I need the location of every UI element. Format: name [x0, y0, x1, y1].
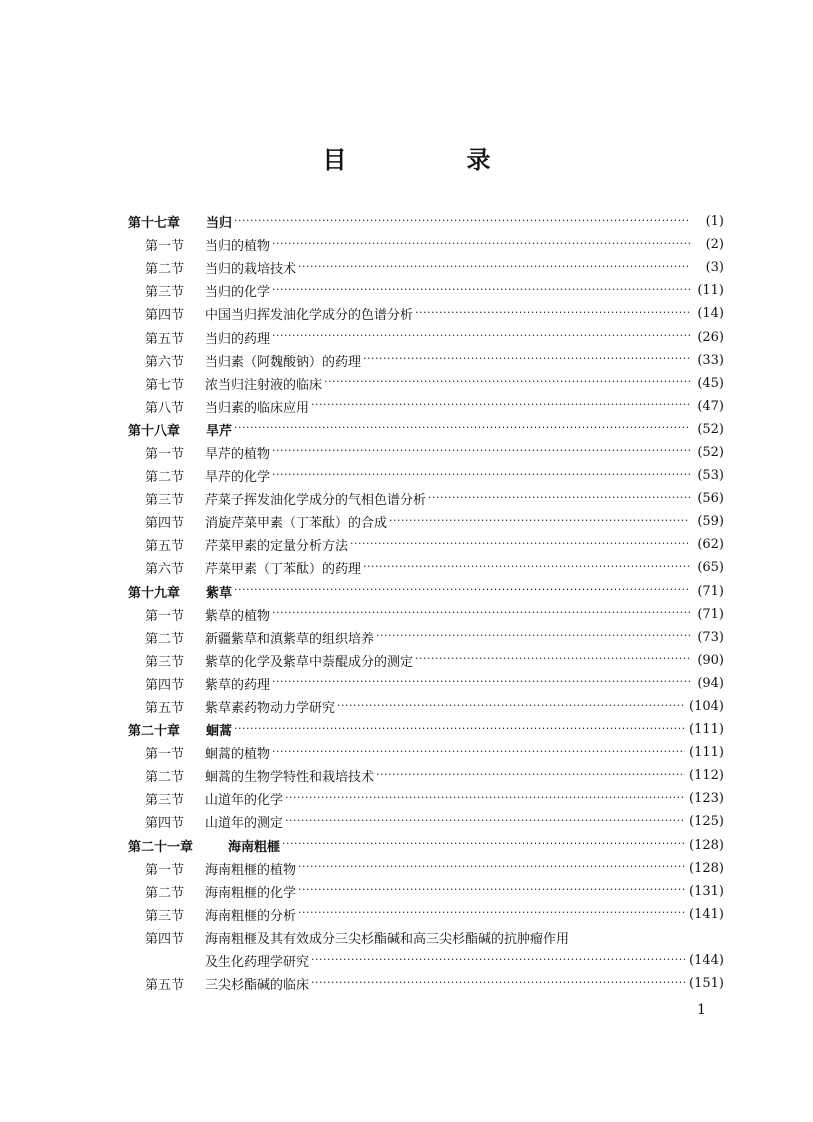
section-label: 第五节 [145, 331, 185, 347]
dot-leader [428, 492, 690, 506]
toc-section[interactable] [128, 857, 724, 880]
dot-leader [272, 445, 690, 459]
section-label: 第一节 [145, 608, 185, 624]
section-label: 第八节 [145, 400, 185, 416]
dot-leader [272, 676, 690, 690]
entry-title: 当归的药理 [205, 331, 271, 347]
page-ref: (3) [705, 260, 724, 276]
toc-section-continuation[interactable] [128, 949, 724, 972]
dot-leader [272, 469, 690, 483]
toc-chapter[interactable] [128, 834, 724, 857]
entry-title: 芹菜子挥发油化学成分的气相色谱分析 [205, 493, 427, 509]
dot-leader [415, 307, 690, 321]
toc-section[interactable] [128, 764, 724, 787]
section-label: 第二节 [145, 885, 185, 901]
section-label: 第二节 [145, 770, 185, 786]
entry-title: 当归素（阿魏酸钠）的药理 [205, 354, 362, 370]
section-label: 第四节 [145, 931, 185, 947]
page-ref: (14) [697, 306, 724, 322]
section-label: 第四节 [145, 516, 185, 532]
section-label: 第一节 [145, 747, 185, 763]
table-of-contents [128, 210, 724, 995]
dot-leader [234, 723, 685, 737]
section-label: 第三节 [145, 654, 185, 670]
toc-section[interactable] [128, 441, 724, 464]
dot-leader [285, 815, 685, 829]
dot-leader [272, 238, 690, 252]
toc-section[interactable] [128, 741, 724, 764]
toc-section[interactable] [128, 395, 724, 418]
page-ref: (111) [689, 722, 724, 738]
page-ref: (56) [697, 491, 724, 507]
section-label: 第四节 [145, 677, 185, 693]
page-ref: (2) [705, 237, 724, 253]
page-number: 1 [697, 1002, 706, 1018]
entry-title: 消旋芹菜甲素（丁苯酞）的合成 [205, 516, 388, 532]
page-ref: (65) [697, 560, 724, 576]
entry-title: 山道年的化学 [205, 793, 284, 809]
page-title: 目 录 [322, 146, 539, 174]
chapter-label: 第十九章 [128, 585, 181, 601]
toc-chapter[interactable] [128, 210, 724, 233]
toc-section[interactable] [128, 603, 724, 626]
toc-section[interactable] [128, 926, 724, 949]
entry-title: 山道年的测定 [205, 816, 284, 832]
page-ref: (144) [689, 953, 724, 969]
entry-title: 当归的化学 [205, 285, 271, 301]
entry-title: 芹菜甲素的定量分析方法 [205, 539, 349, 555]
entry-title: 蛔蒿 [206, 724, 233, 740]
section-label: 第二节 [145, 470, 185, 486]
toc-section[interactable] [128, 903, 724, 926]
chapter-label: 第十七章 [128, 216, 181, 232]
section-label: 第一节 [145, 446, 185, 462]
toc-section[interactable] [128, 487, 724, 510]
page-ref: (1) [705, 214, 724, 230]
section-label: 第四节 [145, 308, 185, 324]
page-ref: (151) [689, 976, 724, 992]
section-label: 第一节 [145, 862, 185, 878]
page-ref: (71) [697, 583, 724, 599]
page-ref: (128) [689, 837, 724, 853]
page-ref: (53) [697, 468, 724, 484]
dot-leader [272, 746, 685, 760]
entry-title: 浓当归注射液的临床 [205, 377, 323, 393]
dot-leader [337, 700, 685, 714]
page-ref: (11) [697, 283, 724, 299]
dot-leader [311, 954, 685, 968]
dot-leader [363, 561, 690, 575]
dot-leader [324, 376, 690, 390]
toc-section[interactable] [128, 510, 724, 533]
entry-title: 海南粗榧 [228, 839, 281, 855]
section-label: 第一节 [145, 239, 185, 255]
entry-title: 芹菜甲素（丁苯酞）的药理 [205, 562, 362, 578]
toc-section[interactable] [128, 672, 724, 695]
entry-title: 海南粗榧的分析 [205, 908, 297, 924]
section-label: 第七节 [145, 377, 185, 393]
page-ref: (73) [697, 629, 724, 645]
toc-section[interactable] [128, 256, 724, 279]
entry-title: 紫草的植物 [205, 608, 271, 624]
page-ref: (128) [689, 860, 724, 876]
page-ref: (33) [697, 352, 724, 368]
toc-section[interactable] [128, 787, 724, 810]
entry-title: 旱芹 [206, 423, 233, 439]
entry-title: 旱芹的植物 [205, 446, 271, 462]
toc-chapter[interactable] [128, 418, 724, 441]
page-ref: (131) [689, 883, 724, 899]
dot-leader [272, 607, 690, 621]
page-ref: (94) [697, 675, 724, 691]
page-ref: (112) [689, 768, 724, 784]
page-ref: (52) [697, 444, 724, 460]
entry-title: 海南粗榧的植物 [205, 862, 297, 878]
entry-title: 海南粗榧的化学 [205, 885, 297, 901]
entry-title: 海南粗榧及其有效成分三尖杉酯碱和高三尖杉酯碱的抗肿瘤作用 [205, 931, 570, 947]
toc-section[interactable] [128, 372, 724, 395]
chapter-label: 第二十章 [128, 724, 181, 740]
toc-section[interactable] [128, 533, 724, 556]
toc-section[interactable] [128, 972, 724, 995]
entry-title: 当归素的临床应用 [205, 400, 310, 416]
toc-section[interactable] [128, 464, 724, 487]
page-ref: (62) [697, 537, 724, 553]
entry-title: 当归 [206, 216, 233, 232]
entry-title: 紫草 [206, 585, 233, 601]
entry-title-continuation: 及生化药理学研究 [205, 955, 310, 971]
page-ref: (90) [697, 652, 724, 668]
dot-leader [376, 769, 685, 783]
page-ref: (141) [689, 906, 724, 922]
entry-title: 紫草素药物动力学研究 [205, 701, 336, 717]
page-ref: (104) [689, 699, 724, 715]
section-label: 第三节 [145, 908, 185, 924]
toc-section[interactable] [128, 556, 724, 579]
section-label: 第六节 [145, 354, 185, 370]
dot-leader [234, 422, 690, 436]
page-ref: (45) [697, 375, 724, 391]
dot-leader [311, 399, 690, 413]
page-ref: (123) [689, 791, 724, 807]
toc-section[interactable] [128, 349, 724, 372]
entry-title: 当归的栽培技术 [205, 262, 297, 278]
entry-title: 中国当归挥发油化学成分的色谱分析 [205, 308, 414, 324]
dot-leader [311, 977, 685, 991]
toc-section[interactable] [128, 695, 724, 718]
chapter-label: 第二十一章 [128, 839, 194, 855]
section-label: 第五节 [145, 978, 185, 994]
entry-title: 蛔蒿的生物学特性和栽培技术 [205, 770, 375, 786]
page-ref: (71) [697, 606, 724, 622]
dot-leader [285, 792, 685, 806]
dot-leader [415, 653, 690, 667]
section-label: 第五节 [145, 701, 185, 717]
entry-title: 旱芹的化学 [205, 470, 271, 486]
toc-section[interactable] [128, 325, 724, 348]
dot-leader [298, 884, 685, 898]
page-ref: (26) [697, 329, 724, 345]
entry-title: 当归的植物 [205, 239, 271, 255]
chapter-label: 第十八章 [128, 423, 181, 439]
dot-leader [298, 861, 685, 875]
toc-chapter[interactable] [128, 580, 724, 603]
dot-leader [350, 538, 690, 552]
section-label: 第六节 [145, 562, 185, 578]
toc-section[interactable] [128, 810, 724, 833]
section-label: 第三节 [145, 285, 185, 301]
entry-title: 紫草的化学及紫草中萘醌成分的测定 [205, 654, 414, 670]
dot-leader [376, 630, 690, 644]
dot-leader [272, 284, 690, 298]
toc-section[interactable] [128, 880, 724, 903]
page-ref: (59) [697, 514, 724, 530]
dot-leader [234, 215, 690, 229]
entry-title: 三尖杉酯碱的临床 [205, 978, 310, 994]
section-label: 第四节 [145, 816, 185, 832]
dot-leader [272, 330, 690, 344]
dot-leader [389, 515, 690, 529]
entry-title: 蛔蒿的植物 [205, 747, 271, 763]
dot-leader [298, 907, 685, 921]
dot-leader [298, 261, 690, 275]
page-ref: (111) [689, 745, 724, 761]
section-label: 第五节 [145, 539, 185, 555]
page-ref: (47) [697, 398, 724, 414]
page-ref: (125) [689, 814, 724, 830]
toc-section[interactable] [128, 626, 724, 649]
entry-title: 紫草的药理 [205, 677, 271, 693]
dot-leader [282, 838, 685, 852]
section-label: 第二节 [145, 631, 185, 647]
toc-section[interactable] [128, 233, 724, 256]
toc-section[interactable] [128, 649, 724, 672]
section-label: 第三节 [145, 493, 185, 509]
toc-section[interactable] [128, 279, 724, 302]
toc-chapter[interactable] [128, 718, 724, 741]
dot-leader [234, 584, 690, 598]
dot-leader [363, 353, 690, 367]
page-ref: (52) [697, 421, 724, 437]
toc-section[interactable] [128, 302, 724, 325]
entry-title: 新疆紫草和滇紫草的组织培养 [205, 631, 375, 647]
section-label: 第二节 [145, 262, 185, 278]
section-label: 第三节 [145, 793, 185, 809]
